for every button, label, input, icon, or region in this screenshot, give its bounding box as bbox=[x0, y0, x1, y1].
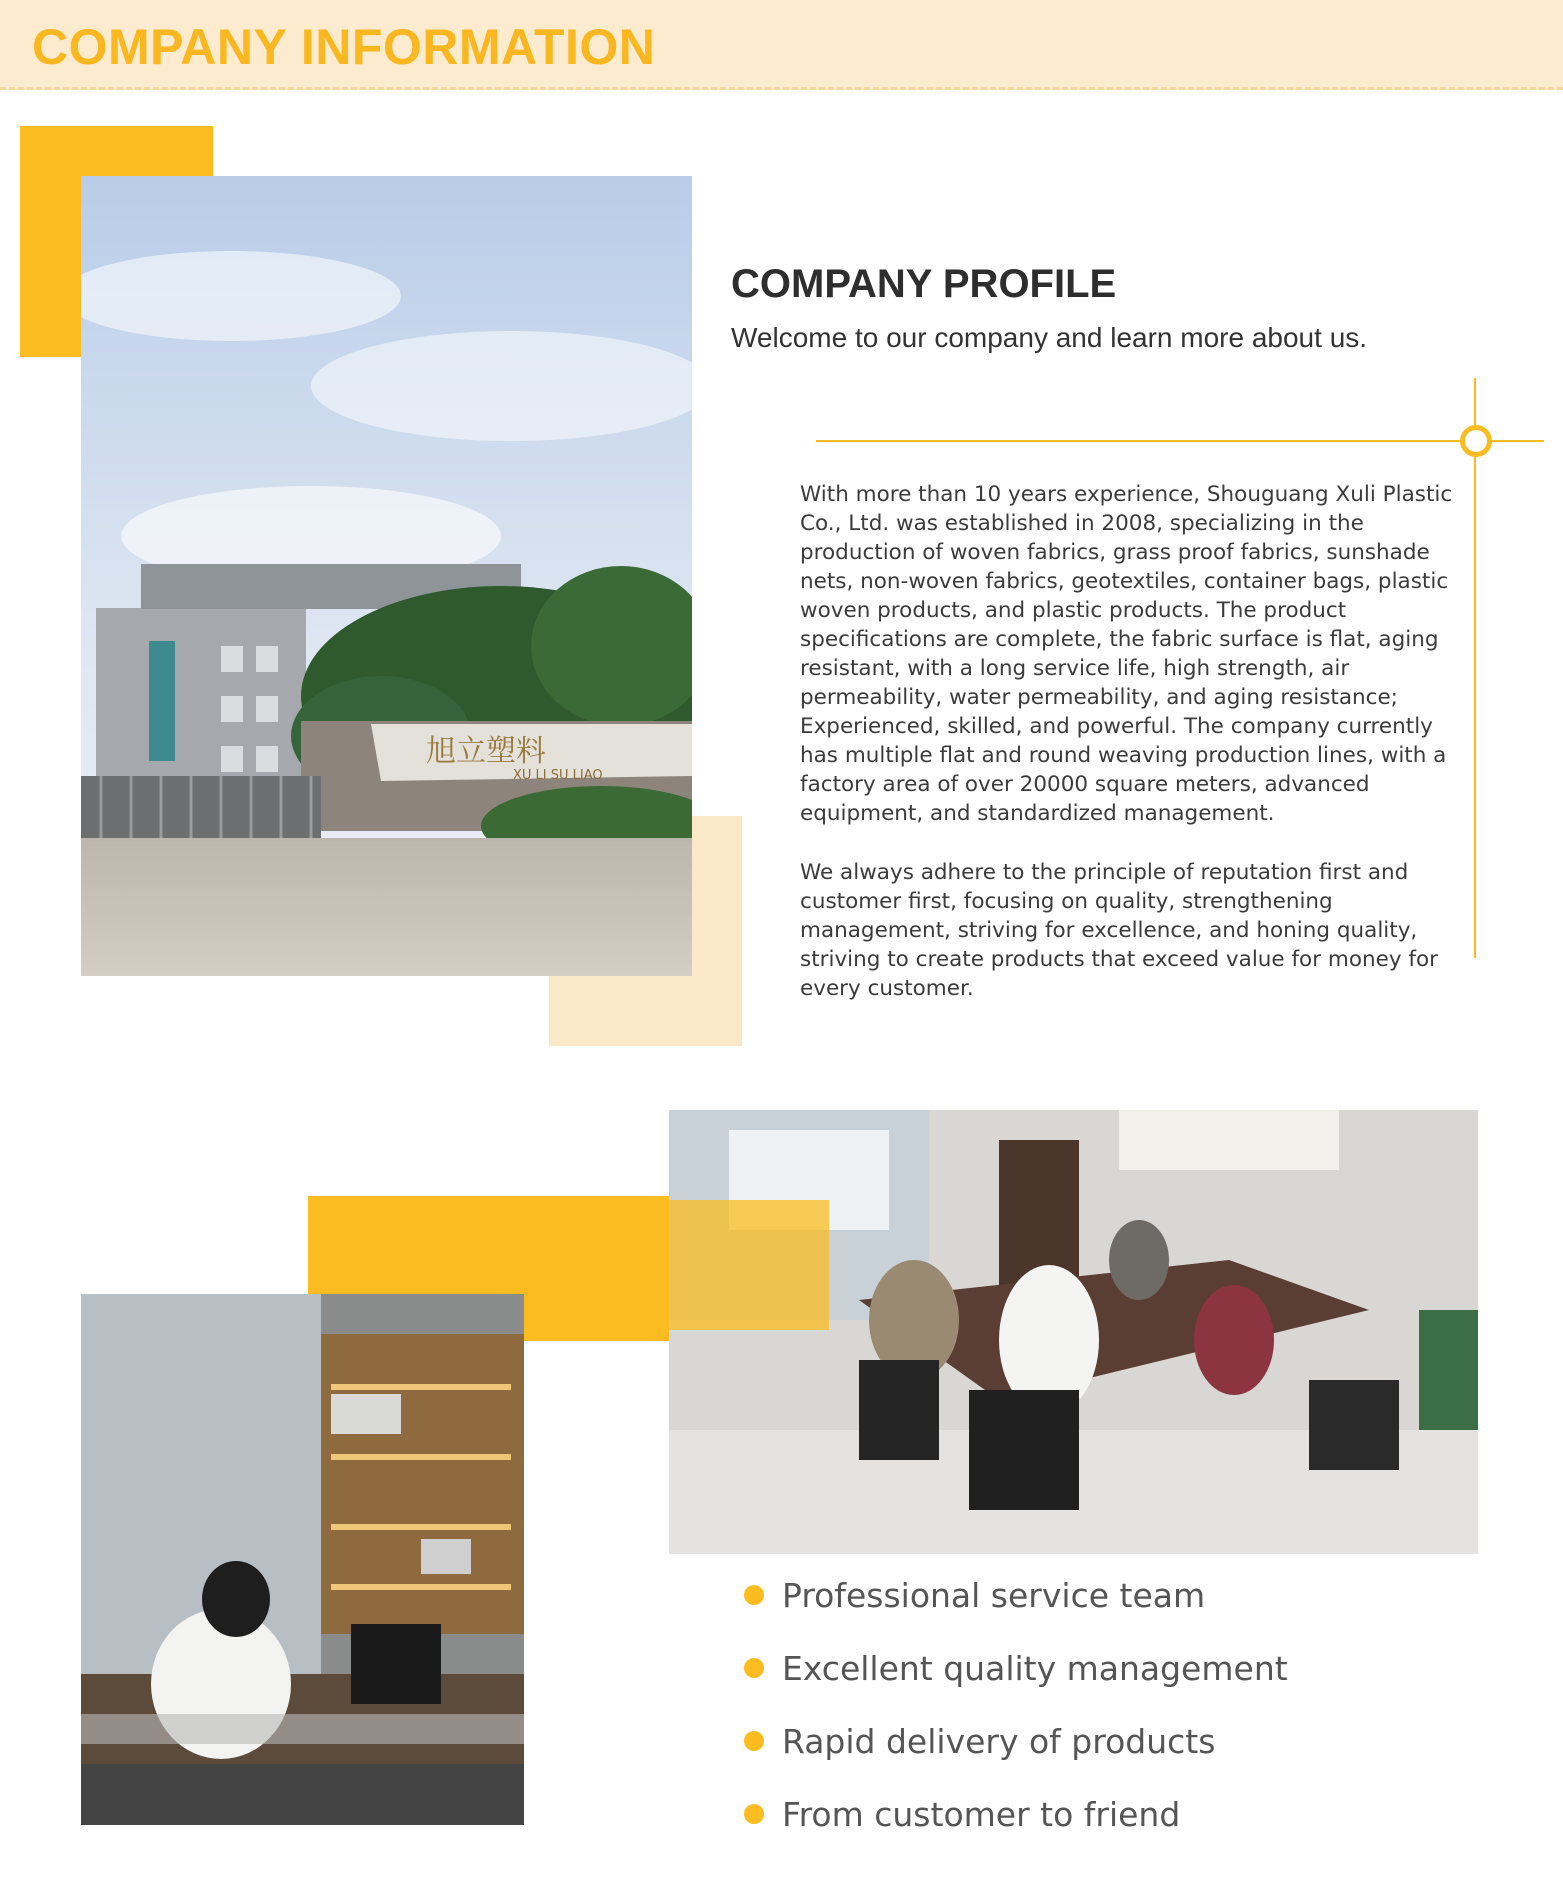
profile-heading: COMPANY PROFILE bbox=[731, 262, 1117, 306]
office-photo bbox=[81, 1294, 524, 1825]
meeting-photo bbox=[669, 1110, 1478, 1554]
factory-photo bbox=[81, 176, 692, 976]
dot-icon bbox=[744, 1658, 764, 1678]
profile-paragraph-1: With more than 10 years experience, Shouguang Xuli Plastic Co., Ltd. was established in 2008, specializing in the production of woven fabrics, grass proof fabrics, sunshade nets, non-woven fabrics, geotextiles, container bags, plastic woven products, and plastic products. The product specifications are complete, the fabric surface is flat, aging resistant, with a long service life, high strength, air permeability, water permeability, and aging resistance; Experienced, skilled, and powerful. The company currently has multiple flat and round weaving production lines, with a factory area of over 20000 square meters, advanced equipment, and standardized management. bbox=[800, 482, 1453, 826]
feature-label: Professional service team bbox=[782, 1576, 1206, 1615]
feature-label: From customer to friend bbox=[782, 1795, 1181, 1834]
feature-label: Excellent quality management bbox=[782, 1649, 1288, 1688]
divider-horizontal bbox=[816, 440, 1544, 442]
feature-item bbox=[740, 1714, 1288, 1787]
divider-vertical bbox=[1474, 378, 1476, 958]
profile-subheading: Welcome to our company and learn more about us. bbox=[731, 322, 1368, 353]
dot-icon bbox=[744, 1731, 764, 1751]
feature-item bbox=[740, 1641, 1288, 1714]
dot-icon bbox=[744, 1585, 764, 1605]
sign-pinyin: XU LI SU LIAO bbox=[513, 768, 603, 783]
profile-paragraph-2: We always adhere to the principle of reputation first and customer first, focusing on quality, strengthening management, striving for excellence, and honing quality, striving to create products that exceed value for money for every customer. bbox=[800, 860, 1438, 1001]
page-title: COMPANY INFORMATION bbox=[32, 19, 656, 75]
sign-chinese: 旭立塑料 bbox=[426, 734, 546, 769]
feature-label: Rapid delivery of products bbox=[782, 1722, 1216, 1761]
dot-icon bbox=[744, 1804, 764, 1824]
feature-item bbox=[740, 1568, 1288, 1641]
feature-item bbox=[740, 1787, 1288, 1860]
ring-icon bbox=[1460, 425, 1492, 457]
feature-list bbox=[740, 1568, 1288, 1860]
